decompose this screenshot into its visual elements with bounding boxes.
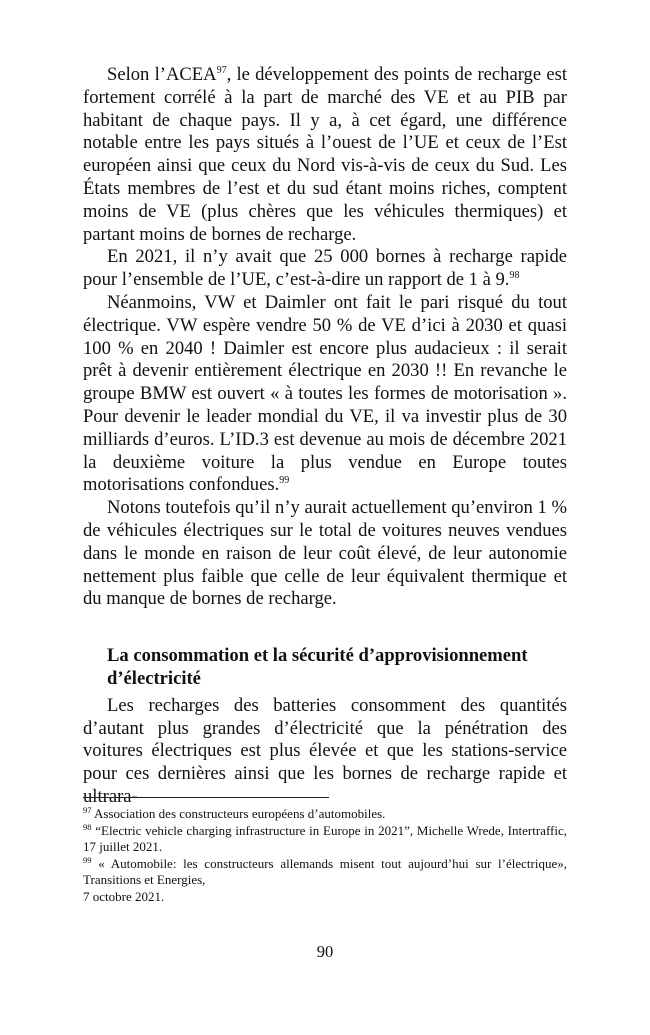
paragraph-2	[83, 246, 567, 292]
footnote-text: Association des constructeurs européens d’automobiles.	[94, 806, 386, 821]
footnote-reference-99: 99	[279, 475, 290, 487]
footnote-text: “Electric vehicle charging infrastructure in Europe in 2021”, Michelle Wrede, Intertraffic, 17 juillet 2021.	[83, 822, 567, 855]
footnote-number: 99	[83, 854, 92, 865]
footnote-97	[83, 806, 567, 823]
footnote-separator	[83, 797, 329, 798]
paragraph-text: Néanmoins, VW et Daimler ont fait le pari risqué du tout électrique. VW espère vendre 50 % de VE d’ici à 2030 et quasi 100 % en 2040 ! Daimler est encore plus audacieux : il serait prêt à devenir entièrement électrique en 2030 !! En revanche le groupe BMW est ouvert « à toutes les formes de motorisation ». Pour devenir le leader mondial du VE, il va investir plus de 30 milliards d’euros. L’ID.3 est devenue au mois de décembre 2021 la deuxième voiture la plus vendue en Europe toutes motorisations confondues.	[83, 291, 567, 496]
section-paragraph: Les recharges des batteries consomment des quantités d’autant plus grandes d’électricité que la pénétration des voitures électriques est plus élevée et que les stations-service pour ces dernières ainsi que les bornes de recharge rapide et ultrara-	[83, 694, 567, 807]
paragraph-4	[83, 497, 567, 611]
paragraph-1	[83, 64, 567, 246]
footnote-99	[83, 856, 567, 906]
footnote-number: 97	[83, 805, 92, 815]
paragraph-text: , le développement des points de recharge est fortement corrélé à la part de marché des VE et au PIB par habitant de chaque pays. Il y a, à cet égard, une différence notable entre les pays situés à l’ouest de l’UE et ceux de l’Est européen ainsi que ceux du Nord vis-à-vis de ceux du Sud. Les États membres de l’est et du sud étant moins riches, comptent moins de VE (plus chères que les véhicules thermiques) et partant moins de bornes de recharge.	[83, 64, 568, 245]
page-number: 90	[316, 942, 334, 961]
footnote-number: 98	[83, 821, 92, 832]
paragraph-text: En 2021, il n’y avait que 25 000 bornes à recharge rapide pour l’ensemble de l’UE, c’est-à-dire un rapport de 1 à 9.	[83, 246, 567, 291]
body-text	[83, 64, 567, 809]
footnote-text-continuation: 7 octobre 2021.	[83, 888, 165, 904]
footnote-text: « Automobile: les constructeurs allemands misent tout aujourd’hui sur l’électrique», Transitions et Energies,	[83, 855, 567, 888]
footnote-98	[83, 823, 567, 856]
section-heading-line-1: La consommation et la sécurité d’approvisionnement	[107, 645, 528, 667]
paragraph-text: Selon l’ACEA	[107, 64, 217, 85]
section-heading-line-2: d’électricité	[107, 667, 201, 689]
section-heading	[107, 645, 567, 691]
footnote-reference-98: 98	[509, 270, 520, 282]
paragraph-text: Notons toutefois qu’il n’y aurait actuellement qu’environ 1 % de véhicules électriques sur le total de voitures neuves vendues dans le monde en raison de leur coût élevé, de leur autonomie nettement plus faible que celle de leur équivalent thermique et du manque de bornes de recharge.	[83, 497, 567, 610]
paragraph-3	[83, 292, 567, 497]
footnotes	[83, 806, 567, 906]
footnote-reference-97: 97	[216, 65, 227, 76]
